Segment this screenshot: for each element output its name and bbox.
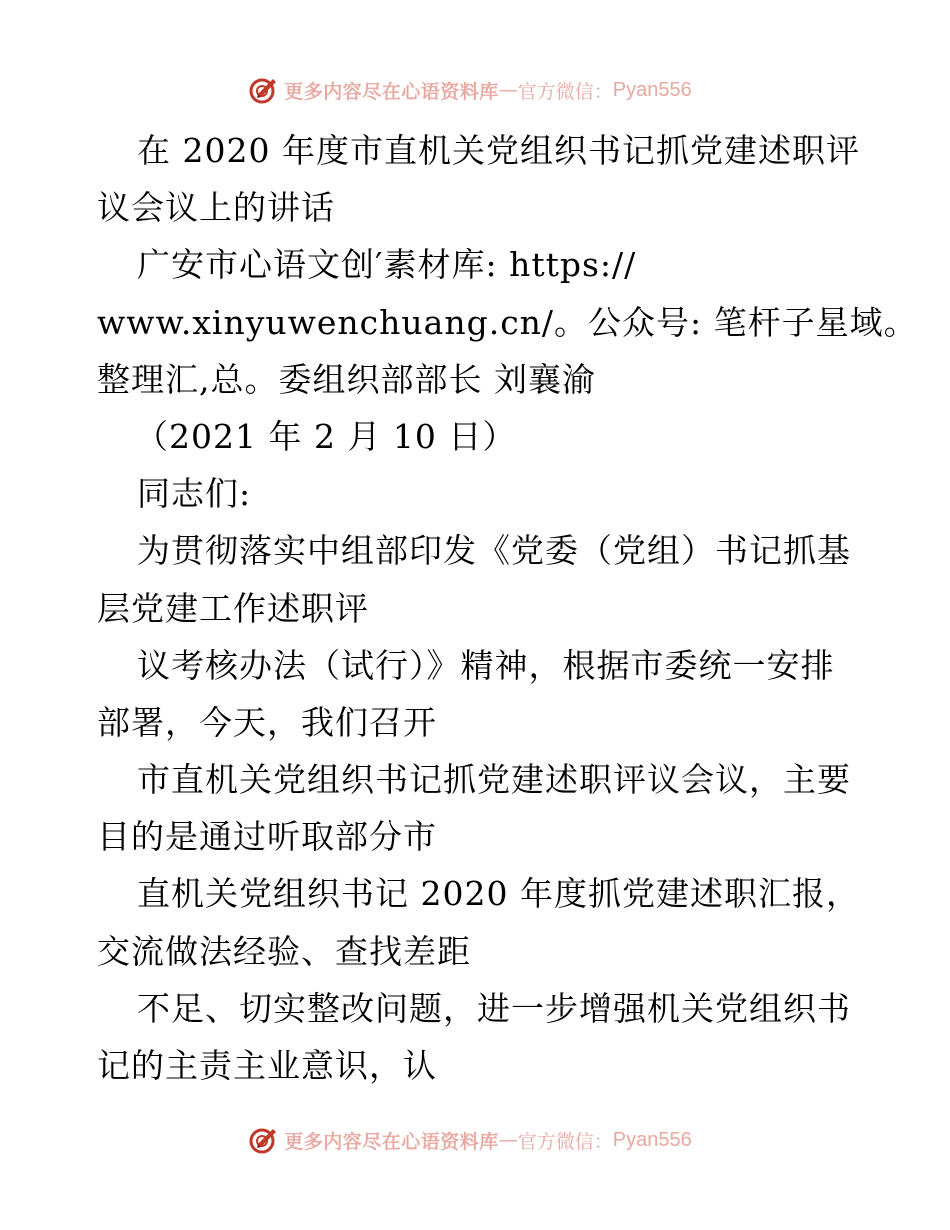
watermark-wechat-id: Pyan556 <box>612 78 692 101</box>
watermark-official-label: 官方微信： <box>517 1130 613 1153</box>
watermark-dash: — <box>498 1129 518 1151</box>
paragraph-line: 目的是通过听取部分市 <box>97 817 437 857</box>
paragraph-line: 为贯彻落实中组部印发《党委（党组）书记抓基 <box>137 531 851 571</box>
header-watermark-banner <box>0 70 950 110</box>
watermark-official-label: 官方微信： <box>517 80 613 103</box>
document-title-line-2: 议会议上的讲话 <box>97 188 335 228</box>
salutation-line: 同志们: <box>137 474 252 514</box>
pen-logo-icon <box>248 1125 278 1155</box>
paragraph-line: 市直机关党组织书记抓党建述职评议会议，主要 <box>137 760 851 800</box>
document-body <box>97 122 918 1094</box>
paragraph-line: 记的主责主业意识，认 <box>97 1046 437 1085</box>
pen-logo-icon <box>248 75 278 105</box>
watermark-main-text: 更多内容尽在心语资料库 <box>284 80 499 103</box>
paragraph-line: 议考核办法（试行）》精神，根据市委统一安排 <box>137 645 835 685</box>
source-line-1: 广安市心语文创′素材库: https:// <box>137 245 637 285</box>
watermark-main-text: 更多内容尽在心语资料库 <box>284 1130 499 1153</box>
paragraph-line: 交流做法经验、查找差距 <box>97 931 471 971</box>
watermark-wechat-id: Pyan556 <box>612 1128 692 1151</box>
author-line: 整理汇,总。委组织部部长 刘襄渝 <box>97 359 596 399</box>
source-line-2: www.xinyuwenchuang.cn/。公众号: 笔杆子星域。 <box>97 302 918 342</box>
paragraph-line: 部署，今天，我们召开 <box>97 702 437 742</box>
date-line: （2021 年 2 月 10 日） <box>135 416 517 456</box>
paragraph-line: 层党建工作述职评 <box>97 588 369 628</box>
paragraph-line: 直机关党组织书记 2020 年度抓党建述职汇报， <box>137 874 860 914</box>
footer-watermark-banner <box>0 1120 950 1160</box>
watermark-dash: — <box>498 79 518 101</box>
document-title-line-1: 在 2020 年度市直机关党组织书记抓党建述职评 <box>137 131 860 170</box>
paragraph-line: 不足、切实整改问题，进一步增强机关党组织书 <box>137 988 851 1028</box>
